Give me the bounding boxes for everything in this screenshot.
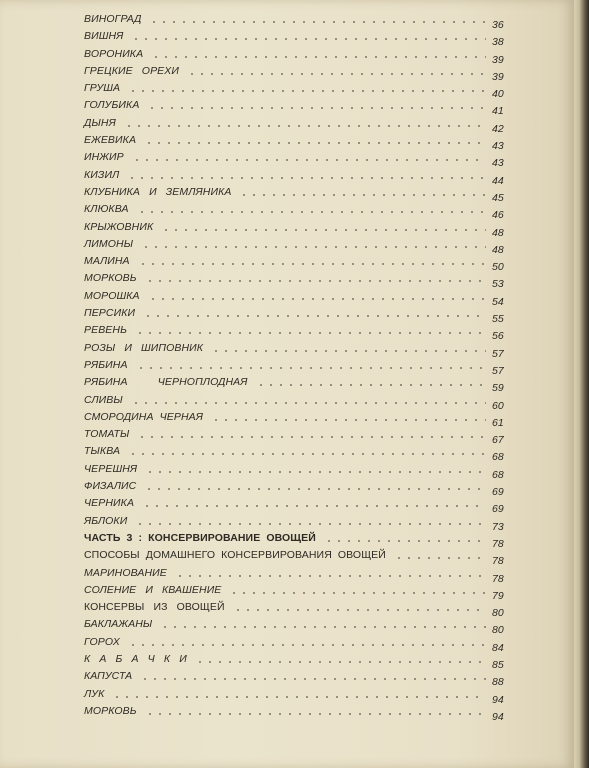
toc-entry-title: ЧЕРНИКА: [84, 497, 135, 510]
dot-leader: [145, 703, 486, 717]
toc-entry-page: 67: [492, 434, 504, 447]
toc-entry-page: 55: [492, 313, 504, 326]
toc-entry-page: 56: [492, 330, 504, 343]
toc-entry-title: ДЫНЯ: [84, 116, 116, 129]
toc-entry: [84, 97, 514, 118]
toc-entry: [84, 599, 514, 620]
toc-entry-title: МАРИНОВАНИЕ: [84, 566, 167, 579]
toc-entry-page: 69: [492, 486, 504, 499]
toc-entry: [84, 270, 514, 291]
toc-entry: [84, 495, 514, 516]
toc-entry: [84, 167, 514, 187]
dot-leader: [233, 599, 486, 613]
toc-entry-page: 59: [492, 382, 504, 395]
toc-entry-title: ЯБЛОКИ: [84, 514, 128, 527]
dot-leader: [144, 478, 486, 492]
dot-leader: [138, 253, 486, 267]
dot-leader: [132, 149, 486, 163]
toc-entry-title: ЕЖЕВИКА: [84, 134, 137, 147]
dot-leader: [135, 513, 486, 527]
toc-entry-title: ГОРОХ: [84, 635, 120, 648]
toc-entry-page: 38: [492, 36, 504, 49]
toc-entry-page: 80: [492, 624, 504, 637]
dot-leader: [175, 565, 486, 579]
dot-leader: [131, 28, 486, 42]
toc-entry: [84, 703, 514, 723]
dot-leader: [145, 270, 486, 284]
toc-entry-title: ВИНОГРАД: [84, 13, 142, 25]
toc-entry: [84, 426, 514, 447]
toc-entry-page: 41: [492, 105, 504, 118]
toc-entry-page: 54: [492, 295, 504, 308]
toc-entry: [84, 201, 514, 222]
dot-leader: [140, 668, 486, 682]
toc-entry-title: РОЗЫ И ШИПОВНИК: [84, 341, 204, 354]
toc-entry-title: КЛЮКВА: [84, 203, 129, 216]
toc-entry: [84, 443, 514, 464]
dot-leader: [160, 616, 486, 630]
toc-entry: [84, 28, 514, 49]
toc-entry-page: 88: [492, 676, 504, 689]
toc-entry-title: ВОРОНИКА: [84, 47, 144, 60]
dot-leader: [142, 495, 486, 509]
toc-entry-title: ГОЛУБИКА: [84, 99, 140, 112]
dot-leader: [137, 426, 486, 440]
dot-leader: [151, 46, 486, 60]
toc-entry: [84, 374, 514, 395]
toc-entry-title: СОЛЕНИЕ И КВАШЕНИЕ: [84, 583, 222, 596]
toc-entry-page: 73: [492, 520, 504, 533]
toc-entry-title: ИНЖИР: [84, 151, 124, 164]
toc-entry: [84, 582, 514, 602]
dot-leader: [143, 305, 486, 319]
toc-entry: [84, 565, 514, 585]
toc-entry: [84, 461, 514, 481]
toc-entry: [84, 11, 514, 31]
dot-leader: [128, 634, 486, 648]
toc-entry-page: 68: [492, 468, 504, 481]
toc-entry-title: ЛУК: [84, 687, 105, 700]
toc-entry-page: 61: [492, 416, 504, 429]
toc-entry-title: КИЗИЛ: [84, 168, 120, 181]
toc-entry-page: 60: [492, 399, 504, 412]
dot-leader: [141, 236, 486, 250]
toc-entry-page: 94: [492, 693, 504, 706]
dot-leader: [161, 219, 486, 233]
toc-entry-page: 43: [492, 157, 504, 170]
table-of-contents: [84, 11, 514, 723]
toc-entry-title: КРЫЖОВНИК: [84, 220, 154, 233]
toc-entry-page: 46: [492, 209, 504, 222]
dot-leader: [229, 582, 486, 596]
toc-entry-title: ГРЕЦКИЕ ОРЕХИ: [84, 64, 179, 77]
toc-entry-page: 79: [492, 589, 504, 602]
toc-entry-page: 48: [492, 243, 504, 256]
toc-entry-title: ТОМАТЫ: [84, 428, 130, 441]
toc-entry-title: ЧАСТЬ 3 : КОНСЕРВИРОВАНИЕ ОВОЩЕЙ: [84, 531, 316, 544]
toc-entry-title: СЛИВЫ: [84, 393, 123, 406]
toc-entry: [84, 357, 514, 377]
toc-entry: [84, 616, 514, 637]
toc-entry-page: 80: [492, 607, 504, 620]
toc-entry-title: КОНСЕРВЫ ИЗ ОВОЩЕЙ: [84, 601, 225, 614]
toc-entry-title: КАПУСТА: [84, 670, 133, 683]
toc-entry-title: МАЛИНА: [84, 255, 130, 268]
toc-entry: [84, 184, 514, 204]
dot-leader: [149, 11, 486, 25]
toc-entry-title: МОРОШКА: [84, 289, 140, 302]
toc-entry: [84, 392, 514, 412]
dot-leader: [128, 80, 486, 94]
dot-leader: [187, 63, 486, 77]
toc-entry-page: 53: [492, 278, 504, 291]
toc-entry-title: ПЕРСИКИ: [84, 307, 136, 320]
toc-entry-title: РЯБИНА: [84, 358, 128, 371]
dot-leader: [135, 322, 486, 336]
toc-entry-page: 78: [492, 555, 504, 568]
dot-leader: [128, 443, 486, 457]
dot-leader: [137, 201, 486, 215]
toc-entry-title: МОРКОВЬ: [84, 704, 137, 717]
dot-leader: [148, 288, 486, 302]
toc-entry: [84, 115, 514, 135]
toc-entry-page: 85: [492, 658, 504, 671]
dot-leader: [239, 184, 486, 198]
toc-entry-title: БАКЛАЖАНЫ: [84, 618, 153, 631]
toc-entry-title: СПОСОБЫ ДОМАШНЕГО КОНСЕРВИРОВАНИЯ ОВОЩЕЙ: [84, 549, 386, 562]
dot-leader: [131, 392, 486, 406]
toc-entry-page: 36: [492, 19, 504, 31]
toc-entry-page: 45: [492, 191, 504, 204]
toc-entry-page: 39: [492, 70, 504, 83]
dot-leader: [324, 530, 486, 544]
toc-entry: [84, 236, 514, 256]
toc-entry: [84, 132, 514, 153]
toc-entry: [84, 409, 514, 429]
toc-entry-title: ЛИМОНЫ: [84, 237, 134, 250]
dot-leader: [127, 167, 486, 181]
toc-entry: [84, 219, 514, 239]
toc-entry-page: 39: [492, 53, 504, 66]
toc-entry-title: РЯБИНА ЧЕРНОПЛОДНАЯ: [84, 376, 248, 389]
toc-entry: [84, 63, 514, 83]
toc-entry: [84, 305, 514, 326]
toc-entry-page: 43: [492, 140, 504, 153]
dot-leader: [394, 547, 486, 561]
toc-entry-title: КЛУБНИКА И ЗЕМЛЯНИКА: [84, 185, 232, 198]
page-edge-shadow: [574, 0, 589, 768]
dot-leader: [112, 686, 486, 700]
toc-entry-page: 57: [492, 364, 504, 377]
toc-entry-page: 42: [492, 122, 504, 135]
toc-entry: [84, 513, 514, 533]
toc-entry-page: 57: [492, 347, 504, 360]
dot-leader: [195, 651, 486, 665]
toc-entry-title: ТЫКВА: [84, 445, 121, 458]
dot-leader: [145, 461, 486, 475]
toc-entry: [84, 46, 514, 66]
toc-entry-page: 48: [492, 226, 504, 239]
toc-entry: [84, 340, 514, 360]
toc-entry-title: ГРУША: [84, 82, 121, 95]
toc-entry-title: ВИШНЯ: [84, 30, 124, 43]
toc-entry: [84, 149, 514, 170]
toc-entry: [84, 478, 514, 499]
toc-entry-page: 40: [492, 88, 504, 101]
toc-entry-page: 78: [492, 572, 504, 585]
toc-entry-page: 50: [492, 261, 504, 274]
dot-leader: [211, 340, 486, 354]
dot-leader: [136, 357, 486, 371]
toc-entry: [84, 651, 514, 671]
toc-entry: [84, 288, 514, 308]
dot-leader: [256, 374, 486, 388]
toc-entry: [84, 686, 514, 706]
toc-entry-page: 44: [492, 174, 504, 187]
dot-leader: [211, 409, 486, 423]
toc-entry: [84, 668, 514, 689]
toc-entry-title: РЕВЕНЬ: [84, 324, 128, 337]
toc-entry-title: ЧЕРЕШНЯ: [84, 462, 138, 475]
toc-entry: [84, 322, 514, 343]
toc-entry-page: 78: [492, 537, 504, 550]
toc-entry-page: 84: [492, 641, 504, 654]
toc-entry-title: СМОРОДИНА ЧЕРНАЯ: [84, 410, 204, 423]
toc-entry-title: К А Б А Ч К И: [84, 652, 187, 665]
toc-entry: [84, 253, 514, 274]
toc-entry-page: 94: [492, 710, 504, 723]
toc-entry: [84, 80, 514, 101]
dot-leader: [144, 132, 486, 146]
toc-entry: [84, 547, 514, 568]
toc-part-heading: [84, 530, 514, 550]
toc-entry-title: ФИЗАЛИС: [84, 480, 137, 493]
toc-entry: [84, 634, 514, 654]
dot-leader: [147, 97, 486, 111]
toc-entry-page: 69: [492, 503, 504, 516]
toc-entry-title: МОРКОВЬ: [84, 272, 137, 285]
toc-entry-page: 68: [492, 451, 504, 464]
dot-leader: [124, 115, 486, 129]
